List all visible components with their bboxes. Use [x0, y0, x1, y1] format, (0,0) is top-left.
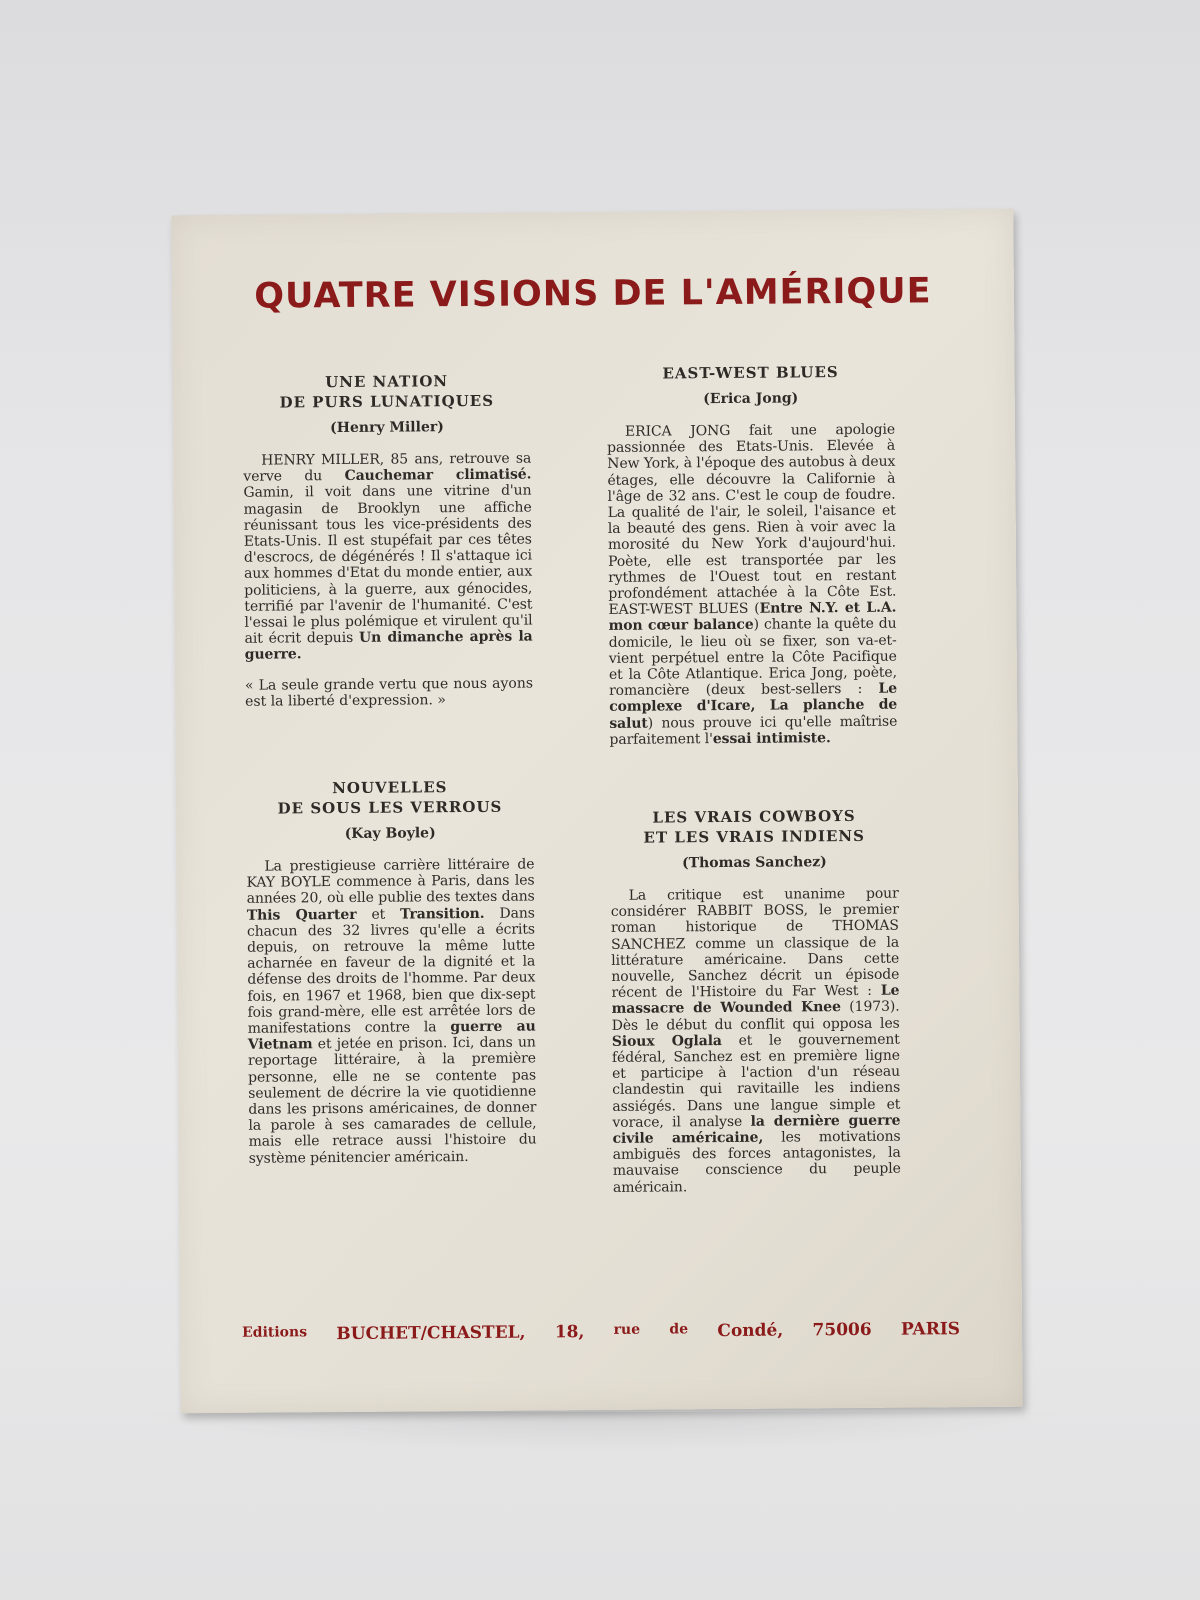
- section-author: (Kay Boyle): [344, 825, 436, 842]
- section-quote: « La seule grande vertu que nous ayons est la liberté d'expression. »: [244, 675, 534, 710]
- section-heading: EAST-WEST BLUES: [662, 363, 839, 383]
- section-heading-line2: DE PURS LUNATIQUES: [279, 391, 495, 412]
- section-heading-line2: DE SOUS LES VERROUS: [277, 797, 503, 818]
- section-body: ERICA JONG fait une apologie passionnée des Etats-Unis. Elevée à New York, à l'époque des autobus à deux étages, elle découvre la Californie à l'âge de 32 ans. C'est le coup de foudre. La qualité de l'air, le soleil, l'aisance et la beauté des gens. Rien à voir avec la morosité du New York d'aujourd'hui. Poète, elle est transportée par les rythmes de l'Ouest tout en restant profondément attachée à la Côte Est. EAST-WEST BLUES (Entre N.Y. et L.A. mon cœur balance) chante la quête du domicile, le lieu où se fixer, son va-et-vient perpétuel entre la Côte Pacifique et la Côte Atlantique. Erica Jong, poète, romancière (deux best-sellers : Le complexe d'Icare, La planche de salut) nous prouve ici qu'elle maîtrise parfaitement l'essai intimiste.: [607, 421, 898, 748]
- section-body: HENRY MILLER, 85 ans, retrouve sa verve du Cauchemar climatisé. Gamin, il voit dans une vitrine d'un magasin de Brooklyn une affiche réunissant tous les vice-présidents des Etats-Unis. Il est stupéfait par ces têtes d'escrocs, de dégénérés ! Il s'attaque ici aux hommes d'Etat du monde entier, aux politiciens, à la guerre, aux génocides, terrifié par l'avenir de l'humanité. C'est l'essai le plus polémique et virulent qu'il ait écrit depuis Un dimanche après la guerre.: [243, 450, 533, 664]
- section-heading: LES VRAIS COWBOYS: [652, 806, 856, 827]
- section-erica-jong: [606, 362, 897, 748]
- footer-street: Condé,: [717, 1320, 784, 1342]
- footer-de: de: [669, 1321, 689, 1338]
- section-heading: UNE NATION: [325, 372, 449, 392]
- footer-editions: Editions: [242, 1324, 308, 1341]
- section-heading: NOUVELLES: [332, 778, 448, 798]
- footer-number: 18,: [554, 1322, 585, 1343]
- section-kay-boyle: [246, 776, 537, 1166]
- footer-postcode: 75006: [812, 1319, 872, 1341]
- section-author: (Erica Jong): [703, 390, 799, 408]
- publisher-footer: [242, 1319, 960, 1345]
- footer-city: PARIS: [900, 1319, 961, 1340]
- section-body: La prestigieuse carrière littéraire de KAY BOYLE commence à Paris, dans les années 20, où elle publie des textes dans This Quarter et Transition. Dans chacun des 32 livres qu'elle a écrits depuis, on retrouve la même lutte acharnée en faveur de la dignité et la défense des droits de l'homme. Par deux fois, en 1967 et 1968, bien que dix-sept fois grand-mère, elle est arrêtée lors de manifestations contre la guerre au Vietnam et jetée en prison. Ici, dans un reportage littéraire, à la première personne, elle ne se contente pas seulement de décrire la vie quotidienne dans les prisons américaines, de donner la parole à ses camarades de cellule, mais elle retrace aussi l'histoire du système pénitencier américain.: [246, 856, 537, 1167]
- book-back-cover: [171, 209, 1022, 1414]
- section-heading-line2: ET LES VRAIS INDIENS: [643, 826, 865, 847]
- footer-rue: rue: [613, 1321, 641, 1338]
- section-author: (Thomas Sanchez): [681, 854, 827, 872]
- section-henry-miller: [243, 371, 534, 710]
- section-thomas-sanchez: [610, 806, 901, 1196]
- footer-publisher: BUCHET/CHASTEL,: [336, 1322, 526, 1345]
- table-shadow: [130, 1412, 1070, 1452]
- section-body: La critique est unanime pour considérer RABBIT BOSS, le premier roman historique de THOMAS SANCHEZ comme un classique de la littérature américaine. Dans cette nouvelle, Sanchez décrit un épisode récent de l'Histoire du Far West : Le massacre de Wounded Knee (1973). Dès le début du conflit qui opposa les Sioux Oglala et le gouvernement fédéral, Sanchez est en première ligne et participe à l'action d'un réseau clandestin qui ravitaille les indiens assiégés. Dans une langue simple et vorace, il analyse la dernière guerre civile américaine, les motivations ambiguës des forces antagonistes, la mauvaise conscience du peuple américain.: [610, 885, 901, 1196]
- cover-title: QUATRE VISIONS DE L'AMÉRIQUE: [254, 271, 932, 317]
- section-author: (Henry Miller): [330, 419, 444, 437]
